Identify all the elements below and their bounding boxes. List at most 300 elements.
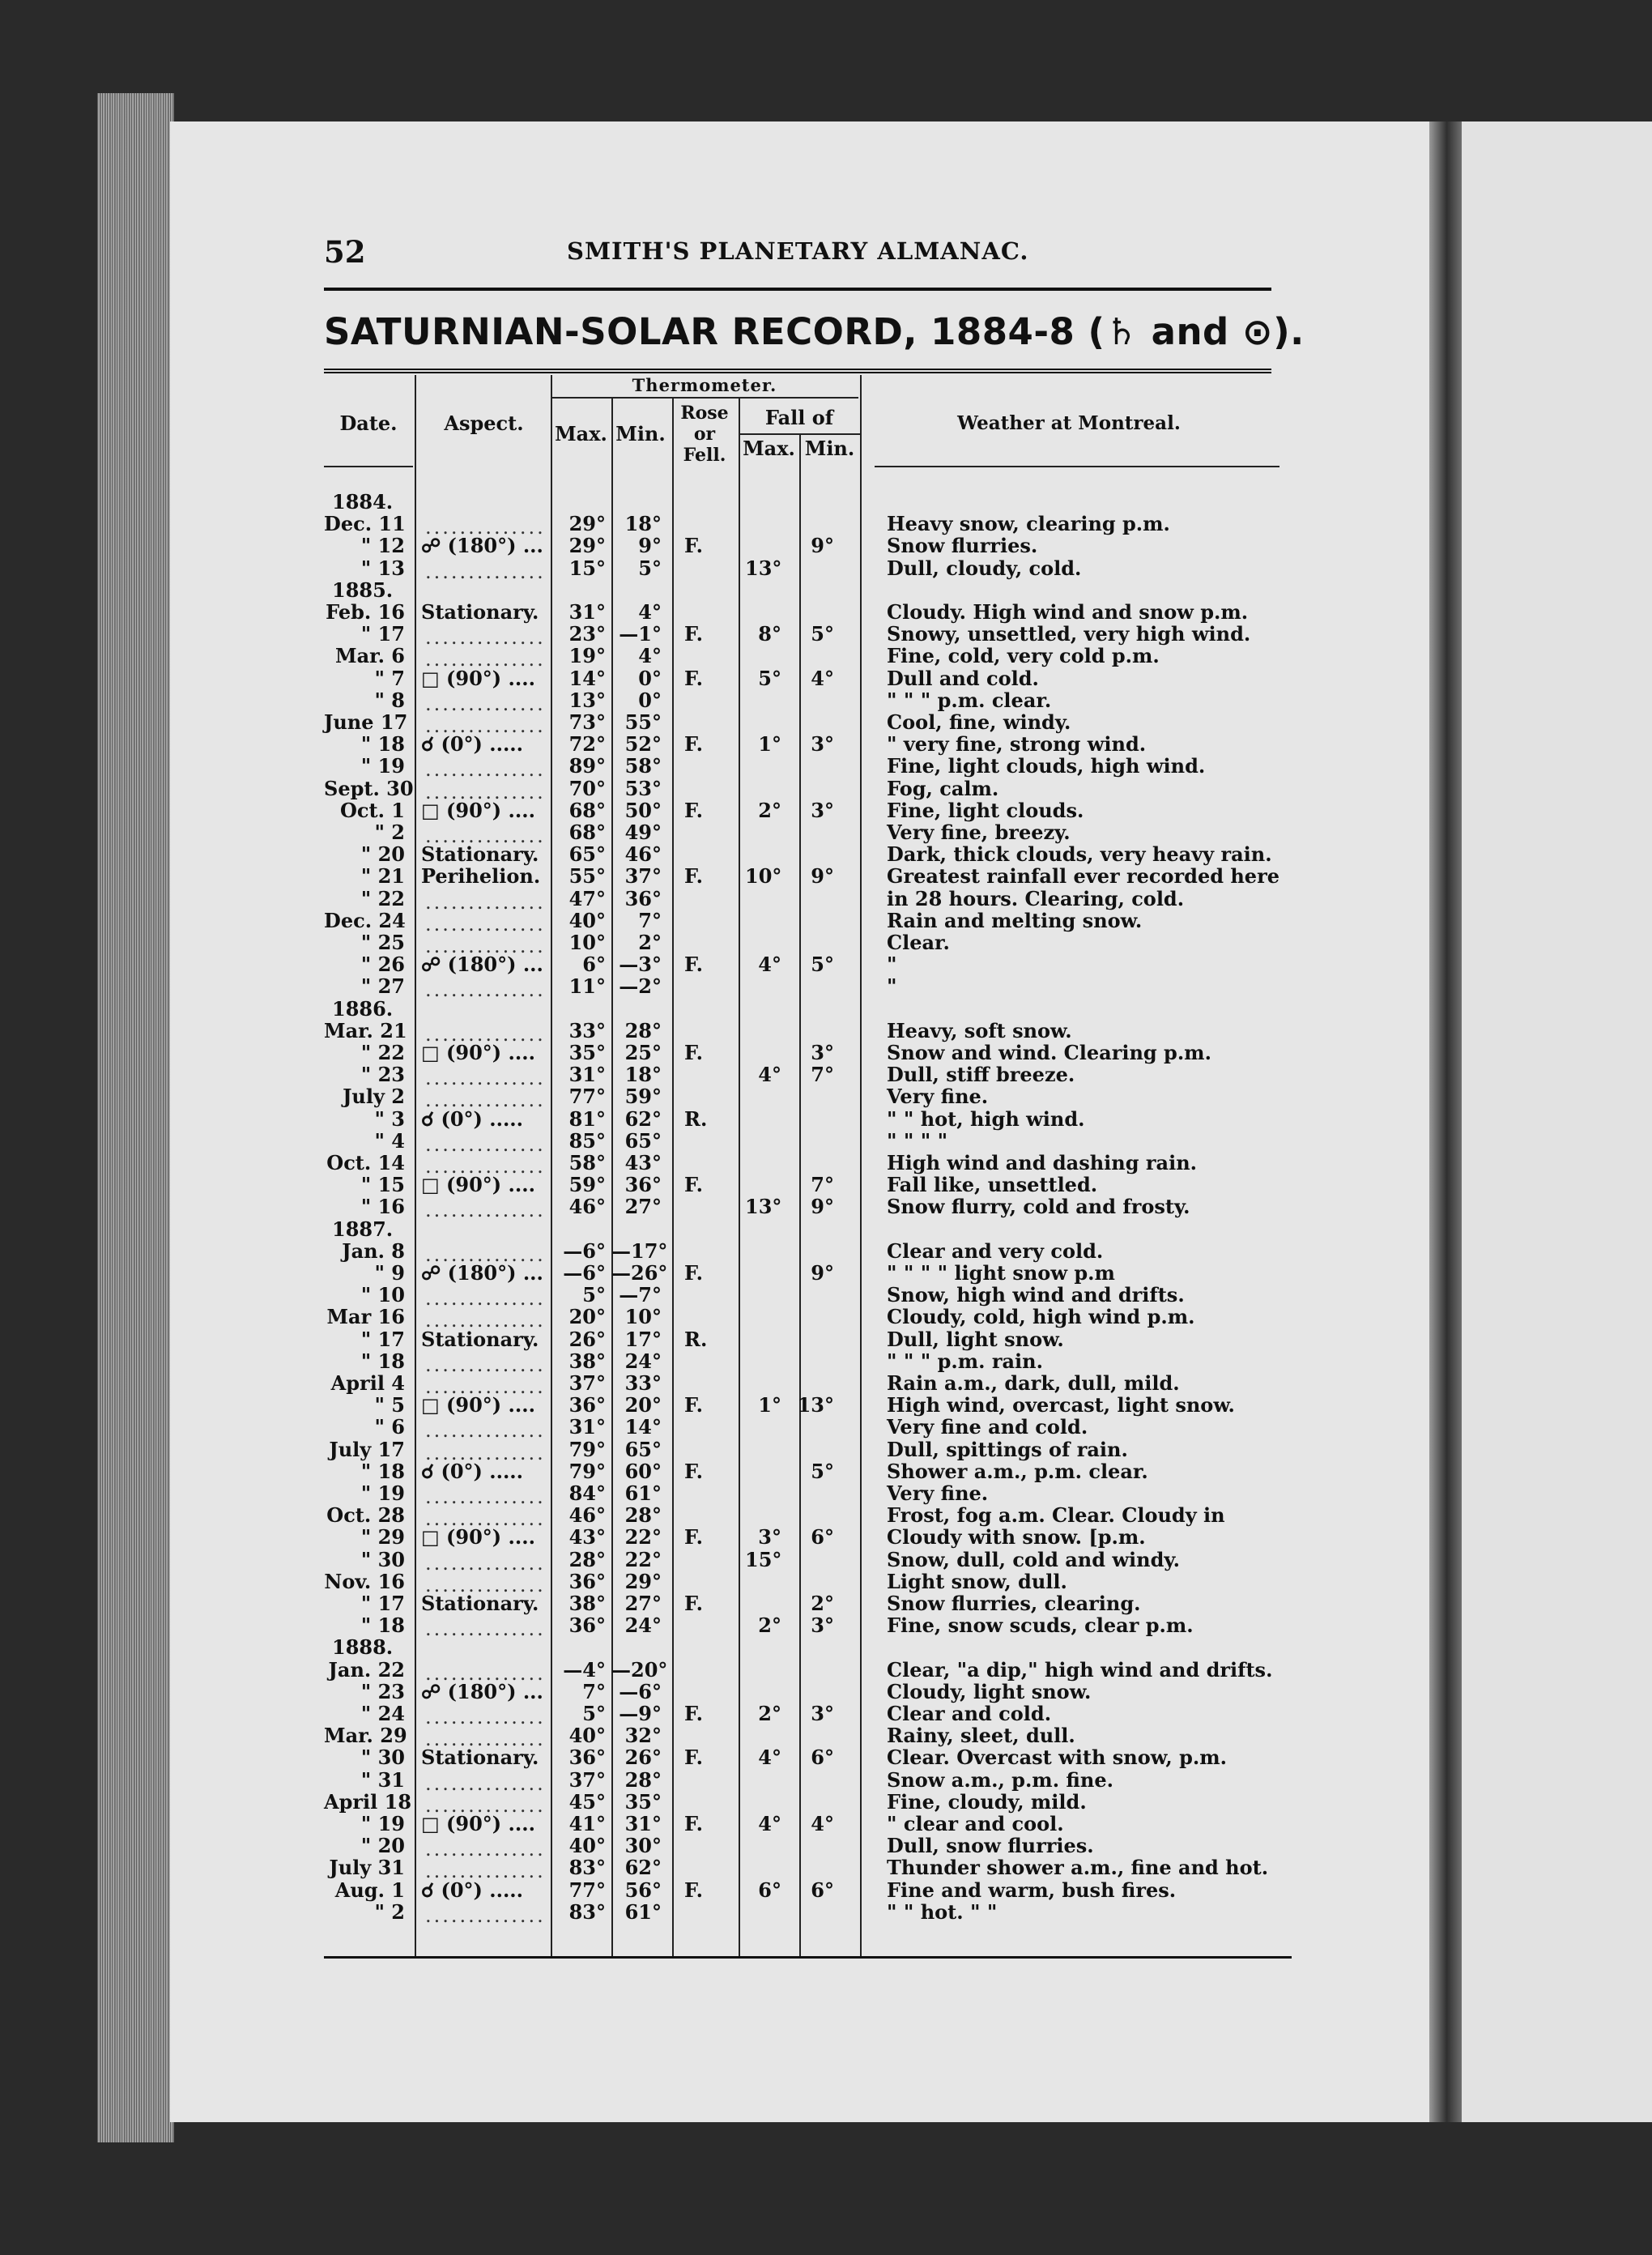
max-temp-cell: 58° (568, 1151, 606, 1174)
date-cell: " 25 (360, 931, 405, 954)
date-cell: " 27 (360, 974, 405, 999)
table-row (324, 732, 1292, 757)
max-temp-cell: 5° (582, 1283, 606, 1307)
fall-max-cell: 1° (758, 1393, 781, 1417)
table-row (324, 821, 1292, 845)
rose-fell-cell: F. (684, 798, 703, 822)
date-cell: Dec. 24 (324, 908, 406, 932)
leader-dots: .............. (425, 1287, 546, 1311)
weather-cell: Snow flurries, clearing. (887, 1592, 1141, 1615)
aspect-cell: ☍ (180°) ... (421, 1679, 543, 1703)
date-cell: " 20 (360, 842, 405, 867)
weather-cell: Snow flurry, cold and frosty. (887, 1195, 1190, 1219)
max-temp-cell: 38° (568, 1349, 606, 1373)
max-temp-cell: 13° (568, 688, 606, 712)
date-cell: Jan. 8 (342, 1238, 405, 1263)
table-row (324, 1438, 1292, 1462)
min-temp-cell: 24° (624, 1349, 662, 1373)
weather-cell: Fine, light clouds. (887, 798, 1084, 822)
min-temp-cell: 5° (638, 556, 662, 580)
table-row (324, 1503, 1292, 1531)
facing-page (1462, 121, 1652, 2122)
max-temp-cell: 31° (568, 1063, 606, 1087)
fall-min-cell: 3° (811, 1613, 834, 1638)
table-row (324, 1128, 1292, 1156)
table-row (324, 1834, 1292, 1861)
year-label: 1886. (332, 996, 394, 1021)
min-temp-cell: 65° (624, 1437, 662, 1461)
date-cell: " 5 (374, 1393, 405, 1417)
max-temp-cell: 14° (568, 666, 606, 690)
fall-min-cell: 6° (811, 1878, 834, 1902)
table-row (324, 1613, 1292, 1641)
weather-cell: " " " p.m. rain. (887, 1349, 1043, 1373)
max-temp-cell: 77° (568, 1085, 606, 1109)
date-cell: Mar 16 (326, 1305, 405, 1329)
table-row (324, 1878, 1292, 1903)
weather-cell: Fine, cold, very cold p.m. (887, 644, 1160, 668)
min-temp-cell: 27° (624, 1195, 662, 1219)
min-temp-cell: 32° (624, 1724, 662, 1748)
date-cell: Oct. 14 (326, 1151, 405, 1174)
aspect-cell: ☌ (0°) ..... (421, 732, 524, 757)
date-cell: Mar. 21 (324, 1018, 407, 1042)
max-temp-cell: 19° (568, 644, 606, 668)
max-temp-cell: 79° (568, 1437, 606, 1461)
header-rose-or-fell: Rose or Fell. (680, 403, 729, 466)
weather-cell: Dull, cloudy, cold. (887, 556, 1082, 580)
date-cell: Feb. 16 (326, 600, 405, 624)
min-temp-cell: 50° (624, 798, 662, 822)
leader-dots: .............. (425, 912, 546, 936)
header-fall-max: Max. (743, 437, 795, 460)
weather-cell: High wind, overcast, light snow. (887, 1393, 1235, 1417)
fall-min-cell: 6° (811, 1746, 834, 1770)
rose-fell-cell: F. (684, 1812, 703, 1835)
date-cell: " 9 (374, 1261, 405, 1285)
min-temp-cell: 35° (624, 1789, 662, 1814)
weather-cell: Fine, snow scuds, clear p.m. (887, 1613, 1194, 1638)
max-temp-cell: 33° (568, 1018, 606, 1042)
leader-dots: .............. (425, 1419, 546, 1443)
min-temp-cell: 28° (624, 1503, 662, 1528)
date-cell: " 24 (360, 1702, 405, 1725)
weather-cell: Very fine. (887, 1085, 989, 1109)
max-temp-cell: 40° (568, 1834, 606, 1858)
leader-dots: .............. (425, 648, 546, 671)
table-row (324, 1680, 1292, 1704)
weather-cell: Dull, spittings of rain. (887, 1437, 1128, 1461)
min-temp-cell: 46° (624, 842, 662, 867)
table-row (324, 1900, 1292, 1925)
weather-cell: Greatest rainfall ever recorded here (887, 864, 1279, 889)
date-cell: " 17 (360, 1327, 405, 1351)
header-underline-date (324, 466, 413, 467)
leader-dots: .............. (425, 1067, 546, 1090)
date-cell: " 22 (360, 886, 405, 910)
table-row (324, 1746, 1292, 1770)
max-temp-cell: 31° (568, 1415, 606, 1439)
min-temp-cell: 14° (624, 1415, 662, 1439)
min-temp-cell: 27° (624, 1592, 662, 1615)
weather-cell: Fine and warm, bush fires. (887, 1878, 1177, 1902)
min-temp-cell: 59° (624, 1085, 662, 1109)
date-cell: " 18 (360, 1613, 405, 1638)
leader-dots: .............. (425, 1155, 546, 1178)
rose-fell-cell: R. (684, 1327, 708, 1351)
leader-dots: .............. (425, 1353, 546, 1376)
aspect-cell: ☌ (0°) ..... (421, 1878, 524, 1902)
max-temp-cell: 5° (582, 1702, 606, 1725)
date-cell: " 2 (374, 1899, 405, 1924)
max-temp-cell: —6° (563, 1238, 606, 1263)
table-row (324, 1812, 1292, 1836)
aspect-cell: □ (90°) .... (421, 666, 535, 690)
fall-max-cell: 13° (745, 556, 782, 580)
header-min: Min. (615, 422, 666, 445)
max-temp-cell: 29° (568, 512, 606, 536)
max-temp-cell: 36° (568, 1569, 606, 1593)
min-temp-cell: 37° (624, 864, 662, 889)
max-temp-cell: 6° (582, 953, 606, 977)
leader-dots: .............. (425, 1441, 546, 1464)
weather-cell: Heavy, soft snow. (887, 1018, 1072, 1042)
max-temp-cell: 77° (568, 1878, 606, 1902)
min-temp-cell: 20° (624, 1393, 662, 1417)
table-row (324, 1195, 1292, 1222)
max-temp-cell: 68° (568, 821, 606, 844)
date-cell: " 7 (374, 666, 405, 690)
table-row (324, 1789, 1292, 1817)
weather-cell: " " " " (887, 1128, 948, 1153)
header-max: Max. (555, 422, 607, 445)
leader-dots: .............. (425, 516, 546, 539)
max-temp-cell: 40° (568, 908, 606, 932)
min-temp-cell: 58° (624, 754, 662, 778)
max-temp-cell: 37° (568, 1767, 606, 1792)
fall-min-cell: 4° (811, 666, 834, 690)
weather-cell: Clear and very cold. (887, 1238, 1104, 1263)
min-temp-cell: 18° (624, 1063, 662, 1087)
max-temp-cell: 20° (568, 1305, 606, 1329)
fall-min-cell: 6° (811, 1525, 834, 1550)
date-cell: " 4 (374, 1128, 405, 1153)
aspect-cell: Stationary. (421, 1746, 539, 1770)
date-cell: Mar. 29 (324, 1724, 407, 1748)
min-temp-cell: 7° (638, 908, 662, 932)
header-fall-of: Fall of (764, 406, 834, 429)
rose-fell-cell: F. (684, 864, 703, 889)
table-row (324, 600, 1292, 624)
date-cell: " 22 (360, 1041, 405, 1064)
page-header (324, 231, 1292, 271)
aspect-cell: Stationary. (421, 842, 539, 867)
weather-cell: Fine, cloudy, mild. (887, 1789, 1087, 1814)
year-label: 1888. (332, 1635, 394, 1660)
min-temp-cell: 24° (624, 1613, 662, 1638)
table-row (324, 931, 1292, 955)
weather-cell: Clear. Overcast with snow, p.m. (887, 1746, 1228, 1770)
max-temp-cell: 37° (568, 1371, 606, 1395)
weather-cell: Clear and cold. (887, 1702, 1052, 1725)
date-cell: " 19 (360, 1481, 405, 1505)
aspect-cell: ☌ (0°) ..... (421, 1106, 524, 1131)
table-row (324, 1702, 1292, 1729)
rose-fell-cell: R. (684, 1106, 708, 1131)
table-row (324, 1107, 1292, 1132)
max-temp-cell: 84° (568, 1481, 606, 1505)
min-temp-cell: 60° (624, 1459, 662, 1483)
max-temp-cell: 46° (568, 1195, 606, 1219)
table-row (324, 1856, 1292, 1883)
leader-dots: .............. (425, 1486, 546, 1508)
weather-cell: Very fine and cold. (887, 1415, 1088, 1439)
aspect-cell: ☌ (0°) ..... (421, 1459, 524, 1483)
min-temp-cell: —7° (619, 1283, 662, 1307)
date-cell: " 26 (360, 953, 405, 977)
date-cell: " 18 (360, 732, 405, 757)
leader-dots: .............. (425, 1728, 546, 1751)
fall-min-cell: 9° (811, 1195, 834, 1219)
weather-cell: Snow and wind. Clearing p.m. (887, 1041, 1211, 1064)
fall-min-cell: 2° (811, 1592, 834, 1615)
min-temp-cell: 56° (624, 1878, 662, 1902)
table-row (324, 1305, 1292, 1332)
min-temp-cell: 29° (624, 1569, 662, 1593)
table-row (324, 1592, 1292, 1616)
date-cell: June 17 (324, 710, 408, 734)
date-cell: July 17 (329, 1437, 405, 1461)
date-cell: " 6 (374, 1415, 405, 1439)
weather-cell: Cloudy, cold, high wind p.m. (887, 1305, 1195, 1329)
table-row (324, 556, 1292, 581)
fall-max-cell: 4° (758, 1812, 781, 1835)
fall-max-cell: 2° (758, 1613, 781, 1638)
fall-min-cell: 5° (811, 1459, 834, 1483)
date-cell: " 29 (360, 1525, 405, 1550)
date-cell: " 3 (374, 1106, 405, 1131)
weather-cell: Snow, high wind and drifts. (887, 1283, 1185, 1307)
table-row (324, 644, 1292, 671)
date-cell: " 21 (360, 864, 405, 889)
date-cell: Oct. 1 (339, 798, 405, 822)
aspect-cell: ☍ (180°) ... (421, 534, 543, 558)
table-row (324, 864, 1292, 889)
fall-min-cell: 13° (797, 1393, 834, 1417)
min-temp-cell: 36° (624, 886, 662, 910)
year-row (324, 490, 1292, 514)
table-row (324, 886, 1292, 914)
fall-min-cell: 3° (811, 732, 834, 757)
fall-min-cell: 3° (811, 798, 834, 822)
weather-cell: Frost, fog a.m. Clear. Cloudy in (887, 1503, 1225, 1528)
fall-min-cell: 9° (811, 864, 834, 889)
max-temp-cell: 83° (568, 1856, 606, 1880)
date-cell: " 31 (360, 1767, 405, 1792)
table-row (324, 512, 1292, 539)
rose-fell-cell: F. (684, 953, 703, 977)
min-temp-cell: 30° (624, 1834, 662, 1858)
date-cell: " 16 (360, 1195, 405, 1219)
date-cell: " 20 (360, 1834, 405, 1858)
max-temp-cell: 29° (568, 534, 606, 558)
fall-min-cell: 5° (811, 622, 834, 646)
rose-fell-cell: F. (684, 534, 703, 558)
weather-cell: Fog, calm. (887, 776, 999, 800)
date-cell: Jan. 22 (328, 1657, 405, 1682)
header-thermometer: Thermometer. (632, 375, 777, 395)
max-temp-cell: 28° (568, 1547, 606, 1571)
weather-cell: Cloudy. High wind and snow p.m. (887, 600, 1249, 624)
date-cell: " 15 (360, 1173, 405, 1197)
weather-cell: Dark, thick clouds, very heavy rain. (887, 842, 1272, 867)
max-temp-cell: 41° (568, 1812, 606, 1835)
weather-cell: Clear, "a dip," high wind and drifts. (887, 1657, 1273, 1682)
fall-max-cell: 15° (745, 1547, 782, 1571)
table-row (324, 622, 1292, 650)
header-fall-min: Min. (804, 437, 855, 460)
fall-max-cell: 3° (758, 1525, 781, 1550)
fall-max-cell: 2° (758, 798, 781, 822)
max-temp-cell: 31° (568, 600, 606, 624)
date-cell: April 4 (330, 1371, 405, 1395)
min-temp-cell: 31° (624, 1812, 662, 1835)
min-temp-cell: 22° (624, 1525, 662, 1550)
date-cell: " 12 (360, 534, 405, 558)
aspect-cell: ☍ (180°) ... (421, 953, 543, 977)
rose-fell-cell: F. (684, 1746, 703, 1770)
min-temp-cell: 26° (624, 1746, 662, 1770)
leader-dots: .............. (425, 935, 546, 957)
leader-dots: .............. (425, 692, 546, 715)
header-aspect: Aspect. (444, 411, 524, 435)
aspect-cell: Stationary. (421, 1592, 539, 1615)
max-temp-cell: 46° (568, 1503, 606, 1528)
leader-dots: .............. (425, 1860, 546, 1883)
weather-cell: Snowy, unsettled, very high wind. (887, 622, 1251, 646)
weather-cell: Rainy, sleet, dull. (887, 1724, 1075, 1748)
aspect-cell: Perihelion. (421, 864, 541, 889)
page-title: SATURNIAN-SOLAR RECORD, 1884-8 (♄ and ⊙). (324, 310, 1305, 353)
aspect-cell: □ (90°) .... (421, 1173, 535, 1197)
fall-min-cell: 9° (811, 1261, 834, 1285)
leader-dots: .............. (425, 1903, 546, 1927)
rose-fell-cell: F. (684, 622, 703, 646)
year-row (324, 997, 1292, 1021)
rose-fell-cell: F. (684, 1261, 703, 1285)
year-label: 1885. (332, 578, 394, 602)
leader-dots: .............. (425, 1022, 546, 1046)
rose-fell-cell: F. (684, 1041, 703, 1064)
weather-cell: Heavy snow, clearing p.m. (887, 512, 1170, 536)
weather-cell: Dull and cold. (887, 666, 1039, 690)
weather-cell: " " " p.m. clear. (887, 688, 1052, 712)
rose-fell-cell: F. (684, 1592, 703, 1615)
leader-dots: .............. (425, 758, 546, 782)
weather-cell: Clear. (887, 931, 950, 954)
table-row (324, 710, 1292, 735)
table-row (324, 1525, 1292, 1550)
header-date: Date. (339, 411, 398, 435)
date-cell: April 18 (324, 1789, 412, 1814)
table-row (324, 754, 1292, 782)
max-temp-cell: 70° (568, 776, 606, 800)
min-temp-cell: 53° (624, 776, 662, 800)
min-temp-cell: 0° (638, 688, 662, 712)
min-temp-cell: —1° (619, 622, 662, 646)
min-temp-cell: 43° (624, 1151, 662, 1174)
min-temp-cell: 9° (638, 534, 662, 558)
table-row (324, 534, 1292, 558)
leader-dots: .............. (425, 1793, 546, 1817)
table-row (324, 1151, 1292, 1178)
date-cell: " 30 (360, 1746, 405, 1770)
rose-fell-cell: F. (684, 1459, 703, 1483)
min-temp-cell: —3° (619, 953, 662, 977)
year-label: 1884. (332, 490, 394, 514)
max-temp-cell: 40° (568, 1724, 606, 1748)
date-cell: " 19 (360, 1812, 405, 1835)
table-row (324, 1173, 1292, 1197)
fall-min-cell: 3° (811, 1702, 834, 1725)
weather-cell: Cloudy with snow. [p.m. (887, 1525, 1146, 1550)
table-row (324, 799, 1292, 823)
leader-dots: .............. (425, 1573, 546, 1596)
weather-cell: High wind and dashing rain. (887, 1151, 1197, 1174)
min-temp-cell: 36° (624, 1173, 662, 1197)
leader-dots: .............. (425, 1199, 546, 1222)
max-temp-cell: 36° (568, 1393, 606, 1417)
date-cell: Mar. 6 (335, 644, 405, 668)
leader-dots: .............. (425, 1089, 546, 1112)
fall-min-cell: 7° (811, 1173, 834, 1197)
weather-cell: Rain a.m., dark, dull, mild. (887, 1371, 1180, 1395)
leader-dots: .............. (425, 890, 546, 914)
weather-cell: " " " " light snow p.m (887, 1261, 1115, 1285)
max-temp-cell: 81° (568, 1106, 606, 1131)
page-number: 52 (324, 234, 366, 270)
leader-dots: .............. (425, 978, 546, 1002)
header-underline-weather (875, 466, 1279, 467)
date-cell: Oct. 28 (326, 1503, 405, 1528)
date-cell: Aug. 1 (334, 1878, 405, 1902)
max-temp-cell: 83° (568, 1899, 606, 1924)
date-cell: July 2 (343, 1085, 405, 1109)
min-temp-cell: —6° (619, 1679, 662, 1703)
min-temp-cell: 65° (624, 1128, 662, 1153)
min-temp-cell: 49° (624, 821, 662, 844)
weather-cell: " very fine, strong wind. (887, 732, 1147, 757)
weather-cell: Thunder shower a.m., fine and hot. (887, 1856, 1269, 1880)
min-temp-cell: 33° (624, 1371, 662, 1395)
fall-min-cell: 3° (811, 1041, 834, 1064)
aspect-cell: □ (90°) .... (421, 1041, 535, 1064)
weather-cell: " " hot, high wind. (887, 1106, 1085, 1131)
table-row (324, 842, 1292, 867)
rose-fell-cell: F. (684, 1173, 703, 1197)
max-temp-cell: 26° (568, 1327, 606, 1351)
date-cell: " 10 (360, 1283, 405, 1307)
fall-max-cell: 5° (758, 666, 781, 690)
leader-dots: .............. (425, 825, 546, 847)
table-row (324, 1460, 1292, 1484)
title-rule (324, 369, 1271, 375)
leader-dots: .............. (425, 1551, 546, 1575)
fall-max-cell: 8° (758, 622, 781, 646)
date-cell: " 23 (360, 1679, 405, 1703)
table-row (324, 1063, 1292, 1090)
table-row (324, 974, 1292, 1002)
